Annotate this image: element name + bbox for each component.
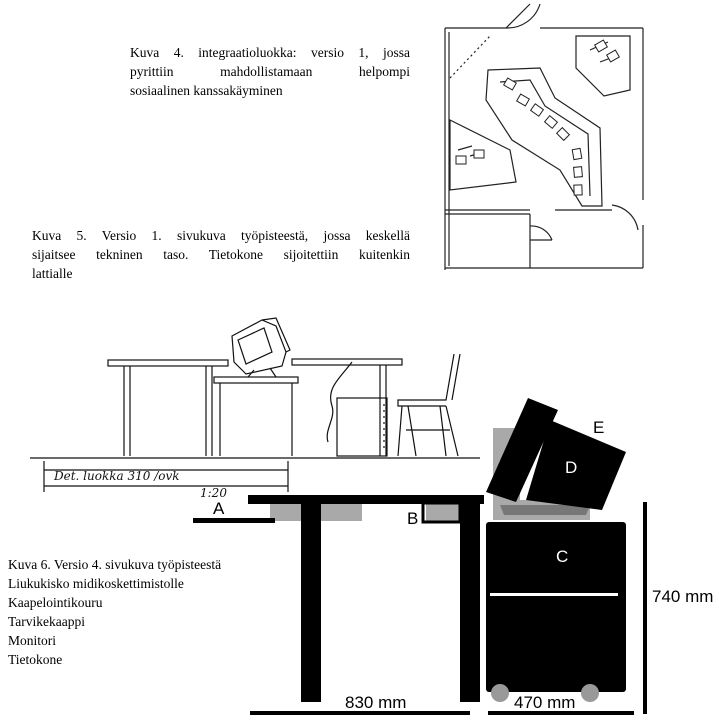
sketch-scale: 1:20	[200, 486, 227, 500]
caption-kuva-6-title: Kuva 6. Versio 4. sivukuva työpisteestä	[8, 557, 222, 572]
table-leg-right	[460, 504, 480, 702]
caption-kuva-4-line-3: sosiaalinen kanssakäyminen	[130, 83, 283, 98]
sketch-label: Det. luokka 310 /ovk	[54, 469, 180, 483]
cabinet-wheel-right	[581, 684, 599, 702]
label-d: D	[565, 458, 578, 477]
dim-height: 740 mm	[652, 587, 714, 606]
caption-kuva-5-line-2: sijaitsee tekninen taso. Tietokone sijoitettiin kuitenkin	[32, 247, 410, 262]
legend-item-tarvikekaappi: Tarvikekaappi	[8, 614, 86, 629]
caption-kuva-5-line-1: Kuva 5. Versio 1. sivukuva työpisteestä, jossa keskellä	[32, 228, 410, 243]
label-b: B	[407, 509, 419, 528]
cabinet-wheel-left	[491, 684, 509, 702]
dim-depth: 470 mm	[514, 693, 576, 712]
caption-kuva-4-line-2: pyrittiin mahdollistamaan helpompi	[130, 64, 410, 79]
height-dimension-line	[643, 502, 647, 714]
caption-kuva-5-line-3: lattialle	[32, 266, 73, 281]
label-e: E	[593, 418, 605, 437]
slide-rail-a	[193, 518, 275, 523]
legend-item-monitori: Monitori	[8, 633, 57, 648]
caption-kuva-4-line-1: Kuva 4. integraatioluokka: versio 1, jossa	[130, 45, 410, 60]
label-a: A	[213, 499, 225, 518]
legend-item-tietokone: Tietokone	[8, 652, 63, 667]
legend-item-liukukisko: Liukukisko midikoskettimistolle	[8, 576, 184, 591]
label-c: C	[556, 547, 569, 566]
dim-width: 830 mm	[345, 693, 407, 712]
legend-item-kaapelointikouru: Kaapelointikouru	[8, 595, 103, 610]
cable-tray-grey	[426, 503, 460, 521]
table-leg-left	[301, 504, 321, 702]
cabinet-drawer-line	[490, 593, 618, 596]
